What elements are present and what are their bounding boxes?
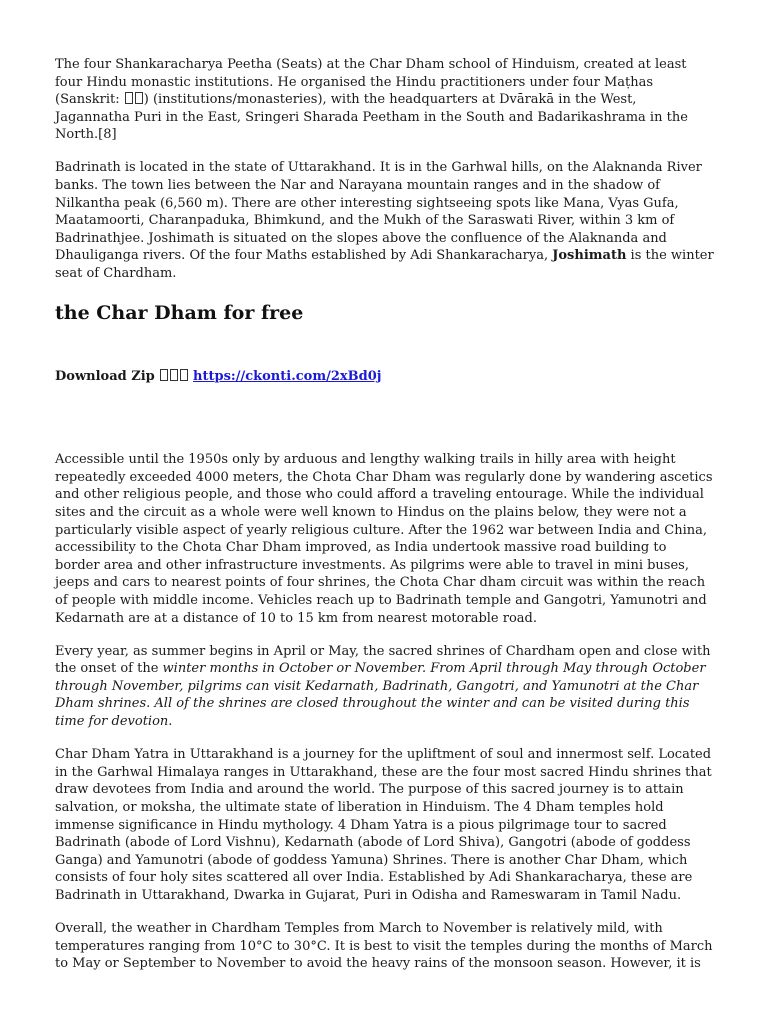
paragraph-yatra: Char Dham Yatra in Uttarakhand is a journey for the upliftment of soul and innermost self. Located in the Garhwal Himalaya ranges in Uttarakhand, these are the four most sacred Hindu shrines that draw devotees from India and around the world. The purpose of this sacred journey is to attain salvation, or moksha, the ultimate state of liberation in Hinduism. The 4 Dham temples hold immense significance in Hindu mythology. 4 Dham Yatra is a pious pilgrimage tour to sacred Badrinath (abode of Lord Vishnu), Kedarnath (abode of Lord Shiva), Gangotri (abode of goddess Ganga) and Yamunotri (abode of goddess Yamuna) Shrines. There is another Char Dham, which consists of four holy sites scattered all over India. Established by Adi Shankaracharya, these are Badrinath in Uttarakhand, Dwarka in Gujarat, Puri in Odisha and Rameswaram in Tamil Nadu. xyxy=(55,747,712,903)
paragraph-season-tail: . xyxy=(168,714,173,730)
download-line xyxy=(55,368,715,386)
paragraph-badrinath-tail: is the winter seat of Chardham. xyxy=(55,248,714,282)
missing-glyph-icon xyxy=(180,369,188,381)
paragraph-peetha-text: The four Shankaracharya Peetha (Seats) at the Char Dham school of Hinduism, created at least four Hindu monastic institutions. He organised the Hindu practitioners under four Maṭhas (Sanskrit: xyxy=(55,57,687,108)
missing-glyph-icon xyxy=(160,369,168,381)
paragraph-badrinath-text: Badrinath is located in the state of Uttarakhand. It is in the Garhwal hills, on the Alaknanda River banks. The town lies between the Nar and Narayana mountain ranges and in the shadow of Nilkantha peak (6,560 m). There are other interesting sightseeing spots like Mana, Vyas Gufa, Maatamoorti, Charanpaduka, Bhimkund, and the Mukh of the Saraswati River, within 3 km of Badrinathjee. Joshimath is situated on the slopes above the confluence of the Alaknanda and Dhauliganga rivers. Of the four Maths established by Adi Shankaracharya, xyxy=(55,160,702,264)
missing-glyph-icon xyxy=(135,92,143,104)
download-link[interactable]: https://ckonti.com/2xBd0j xyxy=(193,368,382,384)
paragraph-peetha-tail: ) (institutions/monasteries), with the headquarters at Dvārakā in the West, Jagannatha Puri in the East, Sringeri Sharada Peetham in the South and Badarikashrama in the North.[8] xyxy=(55,92,688,143)
section-heading: the Char Dham for free xyxy=(55,301,304,324)
missing-glyph-icon xyxy=(170,369,178,381)
paragraph-season xyxy=(55,643,715,731)
paragraph-peetha xyxy=(55,56,715,144)
joshimath-bold: Joshimath xyxy=(552,248,627,264)
paragraph-season-text: Every year, as summer begins in April or May, the sacred shrines of Chardham open and close with the onset of the xyxy=(55,643,711,677)
missing-glyph-icon xyxy=(125,92,133,104)
paragraph-accessibility: Accessible until the 1950s only by arduous and lengthy walking trails in hilly area with height repeatedly exceeded 4000 meters, the Chota Char Dham was regularly done by wandering ascetics and other religious people, and those who could afford a traveling entourage. While the individual sites and the circuit as a whole were well known to Hindus on the plains below, they were not a particularly visible aspect of yearly religious culture. After the 1962 war between India and China, accessibility to the Chota Char Dham improved, as India undertook massive road building to border area and other infrastructure investments. As pilgrims were able to travel in mini buses, jeeps and cars to nearest points of four shrines, the Chota Char dham circuit was within the reach of people with middle income. Vehicles reach up to Badrinath temple and Gangotri, Yamunotri and Kedarnath are at a distance of 10 to 15 km from nearest motorable road. xyxy=(55,452,713,626)
paragraph-weather: Overall, the weather in Chardham Temples from March to November is relatively mild, with temperatures ranging from 10°C to 30°C. It is best to visit the temples during the months of March to May or September to November to avoid the heavy rains of the monsoon season. However, it is xyxy=(55,920,713,972)
paragraph-badrinath xyxy=(55,159,715,282)
paragraph-season-italic: winter months in October or November. From April through May through October through November, pilgrims can visit Kedarnath, Badrinath, Gangotri, and Yamunotri at the Char Dham shrines. All of the shrines are closed throughout the winter and can be visited during this time for devotion xyxy=(55,661,706,730)
download-label: Download Zip xyxy=(55,368,155,384)
